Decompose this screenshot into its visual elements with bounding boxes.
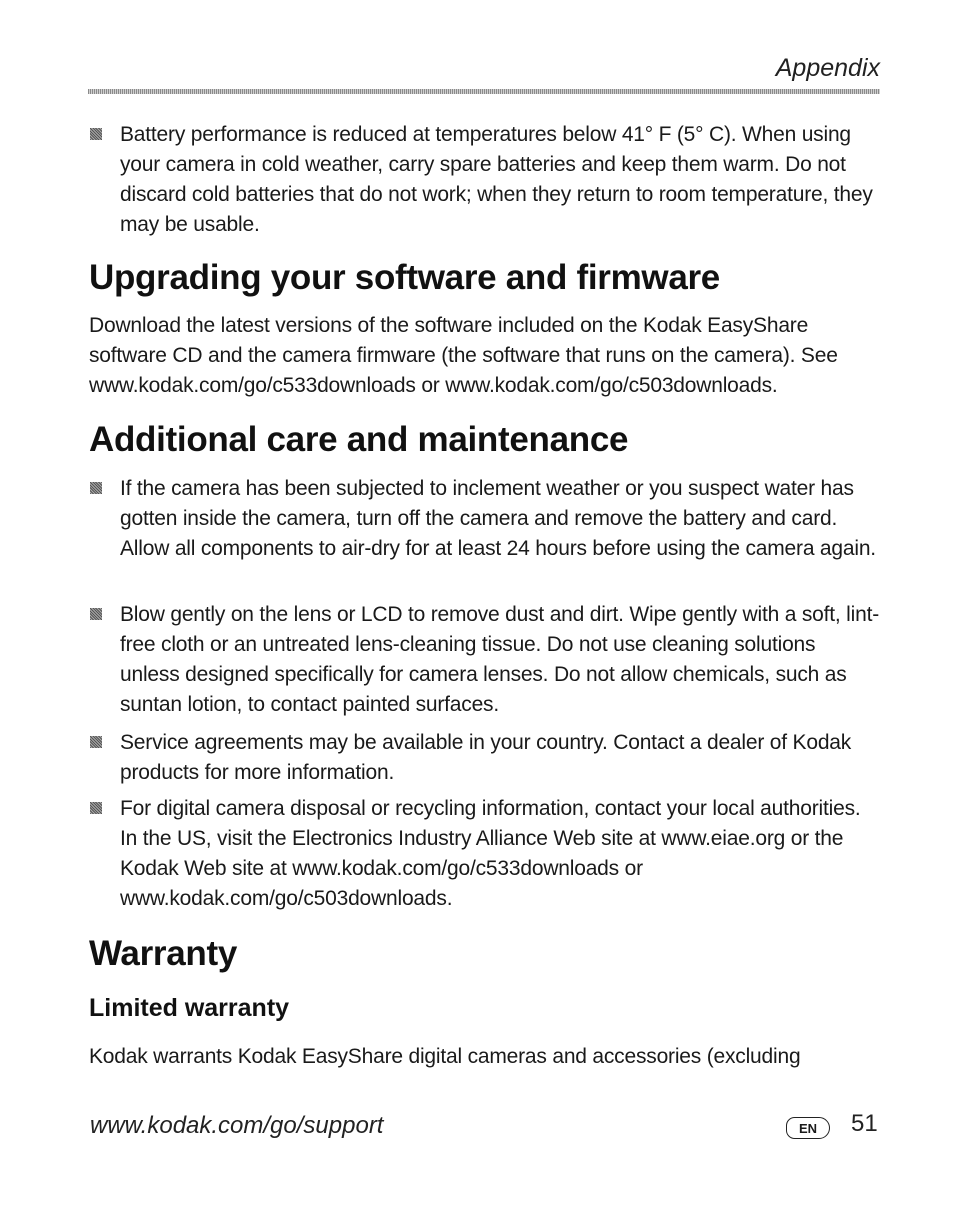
subsection-title-limited-warranty: Limited warranty (89, 994, 290, 1022)
bullet-text: If the camera has been subjected to inclement weather or you suspect water has gotten inside the camera, turn off the camera and remove the battery and card. Allow all components to air-dry for at least 24 hours before using the camera again. (120, 477, 876, 560)
list-item (90, 120, 880, 240)
bullet-square-icon (90, 482, 102, 494)
upgrade-paragraph: Download the latest versions of the software included on the Kodak EasyShare software CD and the camera firmware (the software that runs on the camera). See www.kodak.com/go/c533downloads or www.kodak.com/go/c503downloads. (89, 314, 838, 397)
running-header: Appendix (775, 54, 880, 82)
header-divider (88, 89, 880, 94)
bullet-text: For digital camera disposal or recycling information, contact your local authorities. In the US, visit the Electronics Industry Alliance Web site at www.eiae.org or the Kodak Web site at www.kodak.com/go/c533downloads or www.kodak.com/go/c503downloads. (120, 797, 861, 910)
page-number: 51 (851, 1110, 878, 1137)
bullet-square-icon (90, 802, 102, 814)
list-item (90, 728, 880, 788)
section-title-upgrading: Upgrading your software and firmware (89, 258, 720, 297)
section-title-warranty: Warranty (89, 934, 238, 973)
section-title-care: Additional care and maintenance (89, 420, 629, 459)
bullet-square-icon (90, 736, 102, 748)
bullet-text: Battery performance is reduced at temperatures below 41° F (5° C). When using your camera in cold weather, carry spare batteries and keep them warm. Do not discard cold batteries that do not work; when they return to room temperature, they may be usable. (120, 123, 873, 236)
warranty-paragraph: Kodak warrants Kodak EasyShare digital cameras and accessories (excluding (89, 1045, 801, 1068)
list-item (90, 794, 880, 914)
list-item (90, 474, 880, 564)
bullet-square-icon (90, 128, 102, 140)
list-item (90, 600, 880, 720)
footer-support-url: www.kodak.com/go/support (90, 1112, 384, 1139)
bullet-text: Blow gently on the lens or LCD to remove dust and dirt. Wipe gently with a soft, lint-free cloth or an untreated lens-cleaning tissue. Do not use cleaning solutions unless designed specifically for camera lenses. Do not allow chemicals, such as suntan lotion, to contact painted surfaces. (120, 603, 880, 716)
language-badge-icon: EN (786, 1117, 830, 1139)
bullet-square-icon (90, 608, 102, 620)
bullet-text: Service agreements may be available in your country. Contact a dealer of Kodak products for more information. (120, 731, 852, 784)
